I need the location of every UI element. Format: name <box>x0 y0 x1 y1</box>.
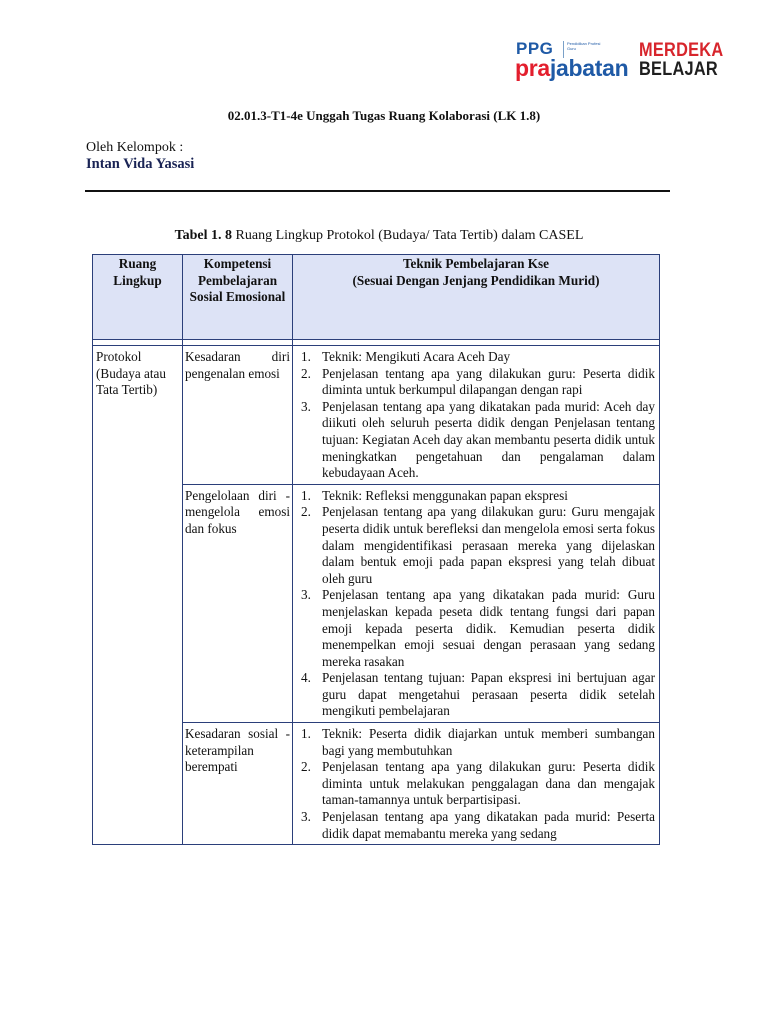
protocol-table <box>92 254 660 845</box>
ppg-logo-subtitle: Pendidikan Profesi Guru <box>567 41 601 51</box>
table-row <box>93 346 660 485</box>
technique-item: 3. Penjelasan tentang apa yang dikatakan pada murid: Peserta didik dapat memabantu mereka yang sedang <box>301 809 655 841</box>
header-divider <box>85 190 670 192</box>
prajabatan-jabatan: jabatan <box>549 55 629 81</box>
technique-item: 2. Penjelasan tentang apa yang dilakukan guru: Guru mengajak peserta didik untuk berefleksi dan mengelola emosi serta fokus dalam mengidentifikasi perasaan mereka yang dijelaskan dalam bentuk emoji pada papan ekspresi yang telah dibuat oleh guru <box>301 504 655 586</box>
competency-cell: Pengelolaan diri -mengelola emosi dan fokus <box>183 484 293 722</box>
document-title: 02.01.3-T1-4e Unggah Tugas Ruang Kolaborasi (LK 1.8) <box>227 108 541 123</box>
header-teknik-line1: Teknik Pembelajaran Kse <box>402 256 550 271</box>
ppg-logo-text: PPG <box>516 39 554 58</box>
header-logos <box>514 36 724 84</box>
merdeka-belajar-logo <box>639 41 723 79</box>
technique-item: 1. Teknik: Peserta didik diajarkan untuk memberi sumbangan bagi yang membutuhkan <box>301 726 655 758</box>
scope-cell <box>93 346 183 845</box>
technique-item: 2. Penjelasan tentang apa yang dilakukan guru: Peserta didik diminta untuk berkumpul dilapangan dengan rapi <box>301 365 655 398</box>
technique-cell <box>293 484 660 722</box>
prajabatan-logo <box>515 55 628 82</box>
header-kompetensi: Kompetensi Pembelajaran Sosial Emosional <box>183 255 293 340</box>
technique-cell <box>293 346 660 485</box>
technique-item: 1. Teknik: Refleksi menggunakan papan ekspresi <box>301 487 568 503</box>
competency-cell: Kesadaran sosial - keterampilan berempati <box>183 723 293 845</box>
technique-item: 1. Teknik: Mengikuti Acara Aceh Day <box>301 349 511 364</box>
scope-text: Protokol (Budaya atau Tata Tertib) <box>96 349 166 398</box>
header-teknik-line2: (Sesuai Dengan Jenjang Pendidikan Murid) <box>352 272 600 288</box>
belajar-word: BELAJAR <box>639 59 718 80</box>
technique-item: 3. Penjelasan tentang apa yang dikatakan pada murid: Aceh day diikuti oleh seluruh peserta didik dengan Penjelasan tentang tujuan: Kegiatan Aceh day akan membantu peserta didik untuk meningkatkan pengetahuan dan pengalaman dalam kebudayaan Aceh. <box>301 398 655 481</box>
author-name: Intan Vida Yasasi <box>86 156 195 172</box>
technique-item: 4. Penjelasan tentang tujuan: Papan ekspresi ini bertujuan agar guru dapat mengetahui perasaan peserta didik setelah mengikuti pembelajaran <box>301 670 655 719</box>
table-caption-text: Ruang Lingkup Protokol (Budaya/ Tata Tertib) dalam CASEL <box>232 228 584 243</box>
technique-cell <box>293 723 660 845</box>
technique-item: 3. Penjelasan tentang apa yang dikatakan pada murid: Guru menjelaskan kepada peseta didk tentang fungsi dari papan emoji kepada peserta didik. Kemudian peserta didik menempelkan emoji sesuai dengan perasaan yang sedang mereka rasakan <box>301 587 655 669</box>
competency-cell: Kesadaran diri pengenalan emosi <box>183 346 293 485</box>
header-teknik <box>293 255 660 340</box>
technique-item: 2. Penjelasan tentang apa yang dilakukan guru: Peserta didik diminta untuk melakukan penggalagan dana dan mengajak taman-tamannya untuk berpartisipasi. <box>301 759 655 808</box>
merdeka-word: MERDEKA <box>639 40 724 61</box>
table-caption-label: Tabel 1. 8 <box>174 228 233 243</box>
table-header-row <box>93 255 660 340</box>
header-ruang-lingkup: Ruang Lingkup <box>93 255 183 340</box>
group-label: Oleh Kelompok : <box>86 140 184 155</box>
table-caption <box>0 228 758 244</box>
prajabatan-pra: pra <box>515 55 550 81</box>
